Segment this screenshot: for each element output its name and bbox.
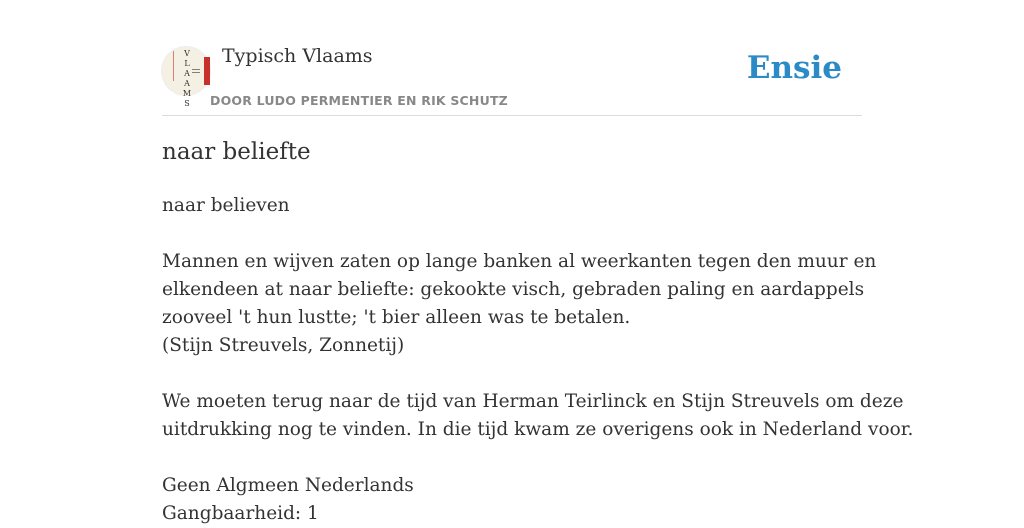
blog-title[interactable]: Typisch Vlaams [222,45,373,67]
note-line: We moeten terug naar de tijd van Herman Teirlinck en Stijn Streuvels om deze [162,391,904,412]
quote-line: elkendeen at naar beliefte: gekookte visch, gebraden paling en aardappels [162,279,865,300]
logo-decoration [173,51,174,81]
quote-line: zooveel 't hun lustte; 't bier alleen was te betalen. [162,307,631,328]
footer-line: Geen Algmeen Nederlands [162,475,414,496]
logo-accent [204,57,210,85]
entry-title: naar beliefte [162,139,311,165]
spacer [162,220,862,248]
definition: naar believen [162,195,290,216]
brand-link[interactable]: Ensie [746,50,842,86]
blog-logo[interactable] [162,47,210,108]
quote-source: (Stijn Streuvels, Zonnetij) [162,335,405,356]
logo-text [180,49,194,109]
page [162,0,914,524]
entry-content [162,192,914,528]
logo-letter: L [184,59,190,68]
logo-letter: S [184,99,190,108]
spacer [162,360,862,388]
quote-line: Mannen en wijven zaten op lange banken al weerkanten tegen den muur en [162,251,877,272]
logo-decoration [192,72,200,73]
header [162,0,862,116]
logo-decoration [192,69,200,70]
logo-letter: M [182,89,192,98]
byline: DOOR LUDO PERMENTIER EN RIK SCHUTZ [210,93,508,108]
spacer [162,444,862,472]
logo-letter: A [184,79,190,88]
footer-line: Gangbaarheid: 1 [162,503,319,524]
logo-letter: A [184,69,190,78]
logo-letter: V [184,49,190,58]
note-line: uitdrukking nog te vinden. In die tijd kwam ze overigens ook in Nederland voor. [162,419,914,440]
